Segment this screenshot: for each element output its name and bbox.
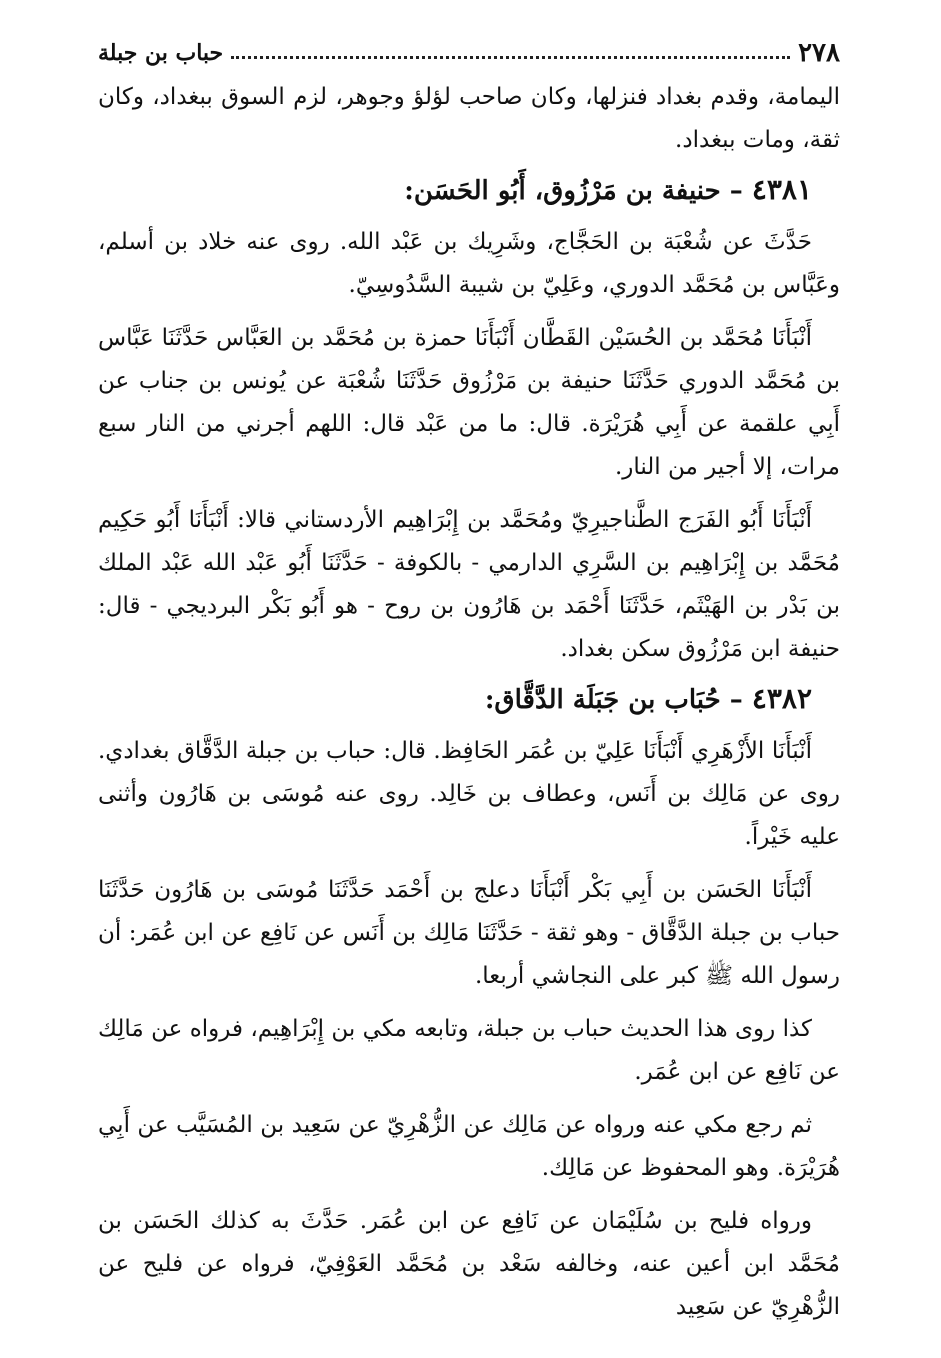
entry-heading-4382	[98, 677, 840, 722]
entry-title: حنيفة بن مَرْزُوق، أَبُو الحَسَن:	[404, 176, 721, 206]
entry-title: حُبَاب بن جَبَلَة الدَّقَّاق:	[484, 685, 721, 715]
paragraph-continuation: اليمامة، وقدم بغداد فنزلها، وكان صاحب لؤلؤ وجوهر، لزم السوق ببغداد، وكان ثقة، ومات ببغداد.	[98, 84, 840, 153]
paragraph: أَنْبَأَنَا الأَزْهَرِي أَنْبَأَنَا عَلِيّ بن عُمَر الحَافِظ. قال: حباب بن جبلة الدَّقَّاق بغدادي. روى عن مَالِك بن أَنَس، وعطاف بن خَالِد. روى عنه مُوسَى بن هَارُون وأثنى عليه خَيْراً.	[98, 738, 840, 850]
paragraph: أَنْبَأَنَا أَبُو الفَرَج الطَّناجيرِيّ ومُحَمَّد بن إِبْرَاهِيم الأردستاني قالا: أَنْبَأَنَا أَبُو حَكِيم مُحَمَّد بن إِبْرَاهِيم بن السَّرِي الدارمي - بالكوفة - حَدَّثَنَا أَبُو عَبْد الله عَبْد الملك بن بَدْر بن الهَيْثَم، حَدَّثَنَا أَحْمَد بن هَارُون بن روح - هو أَبُو بَكْر البرديجي - قال: حنيفة ابن مَرْزُوق سكن بغداد.	[98, 507, 840, 662]
paragraph: حَدَّثَ عن شُعْبَة بن الحَجَّاج، وشَرِيك بن عَبْد الله. روى عنه خلاد بن أسلم، وعَبَّاس بن مُحَمَّد الدوري، وعَلِيّ بن شيبة السَّدُوسِيّ.	[98, 229, 840, 298]
paragraph: ثم رجع مكي عنه ورواه عن مَالِك عن الزُّهْرِيّ عن سَعِيد بن المُسَيَّب عن أَبِي هُرَيْرَة. وهو المحفوظ عن مَالِك.	[98, 1112, 840, 1181]
page-header	[98, 30, 840, 76]
paragraph: أَنْبَأَنَا مُحَمَّد بن الحُسَيْن القَطَّان أَنْبَأَنَا حمزة بن مُحَمَّد بن العَبَّاس حَدَّثَنَا عَبَّاس بن مُحَمَّد الدوري حَدَّثَنَا حنيفة بن مَرْزُوق حَدَّثَنَا شُعْبَة عن يُونس بن جناب عن أَبِي علقمة عن أَبِي هُرَيْرَة. قال: ما من عَبْد قال: اللهم أجرني من النار سبع مرات، إلا أجير من النار.	[98, 325, 840, 480]
entry-dash: –	[720, 685, 743, 715]
book-page	[98, 30, 840, 1335]
entry-number: ٤٣٨١	[751, 173, 812, 206]
paragraph: ورواه فليح بن سُلَيْمَان عن نَافِع عن ابن عُمَر. حَدَّثَ به كذلك الحَسَن بن مُحَمَّد ابن أعين عنه، وخالفه سَعْد بن مُحَمَّد العَوْفِيّ، فرواه عن فليح عن الزُّهْرِيّ عن سَعِيد	[98, 1208, 840, 1320]
paragraph: أَنْبَأَنَا الحَسَن بن أَبِي بَكْر أَنْبَأَنَا دعلج بن أَحْمَد حَدَّثَنَا مُوسَى بن هَارُون حَدَّثَنَا حباب بن جبلة الدَّقَّاق - وهو ثقة - حَدَّثَنَا مَالِك بن أَنَس عن نَافِع عن ابن عُمَر: أن رسول الله ﷺ كبر على النجاشي أربعا.	[98, 877, 840, 989]
entry-dash: –	[720, 176, 743, 206]
paragraph: كذا روى هذا الحديث حباب بن جبلة، وتابعه مكي بن إِبْرَاهِيم، فرواه عن مَالِك عن نَافِع عن ابن عُمَر.	[98, 1016, 840, 1085]
entry-heading-4381	[98, 168, 840, 213]
running-title: حباب بن جبلة	[98, 40, 224, 66]
entry-number: ٤٣٨٢	[751, 682, 812, 715]
header-leader-dots	[231, 56, 790, 59]
page-number: ٢٧٨	[798, 38, 840, 68]
